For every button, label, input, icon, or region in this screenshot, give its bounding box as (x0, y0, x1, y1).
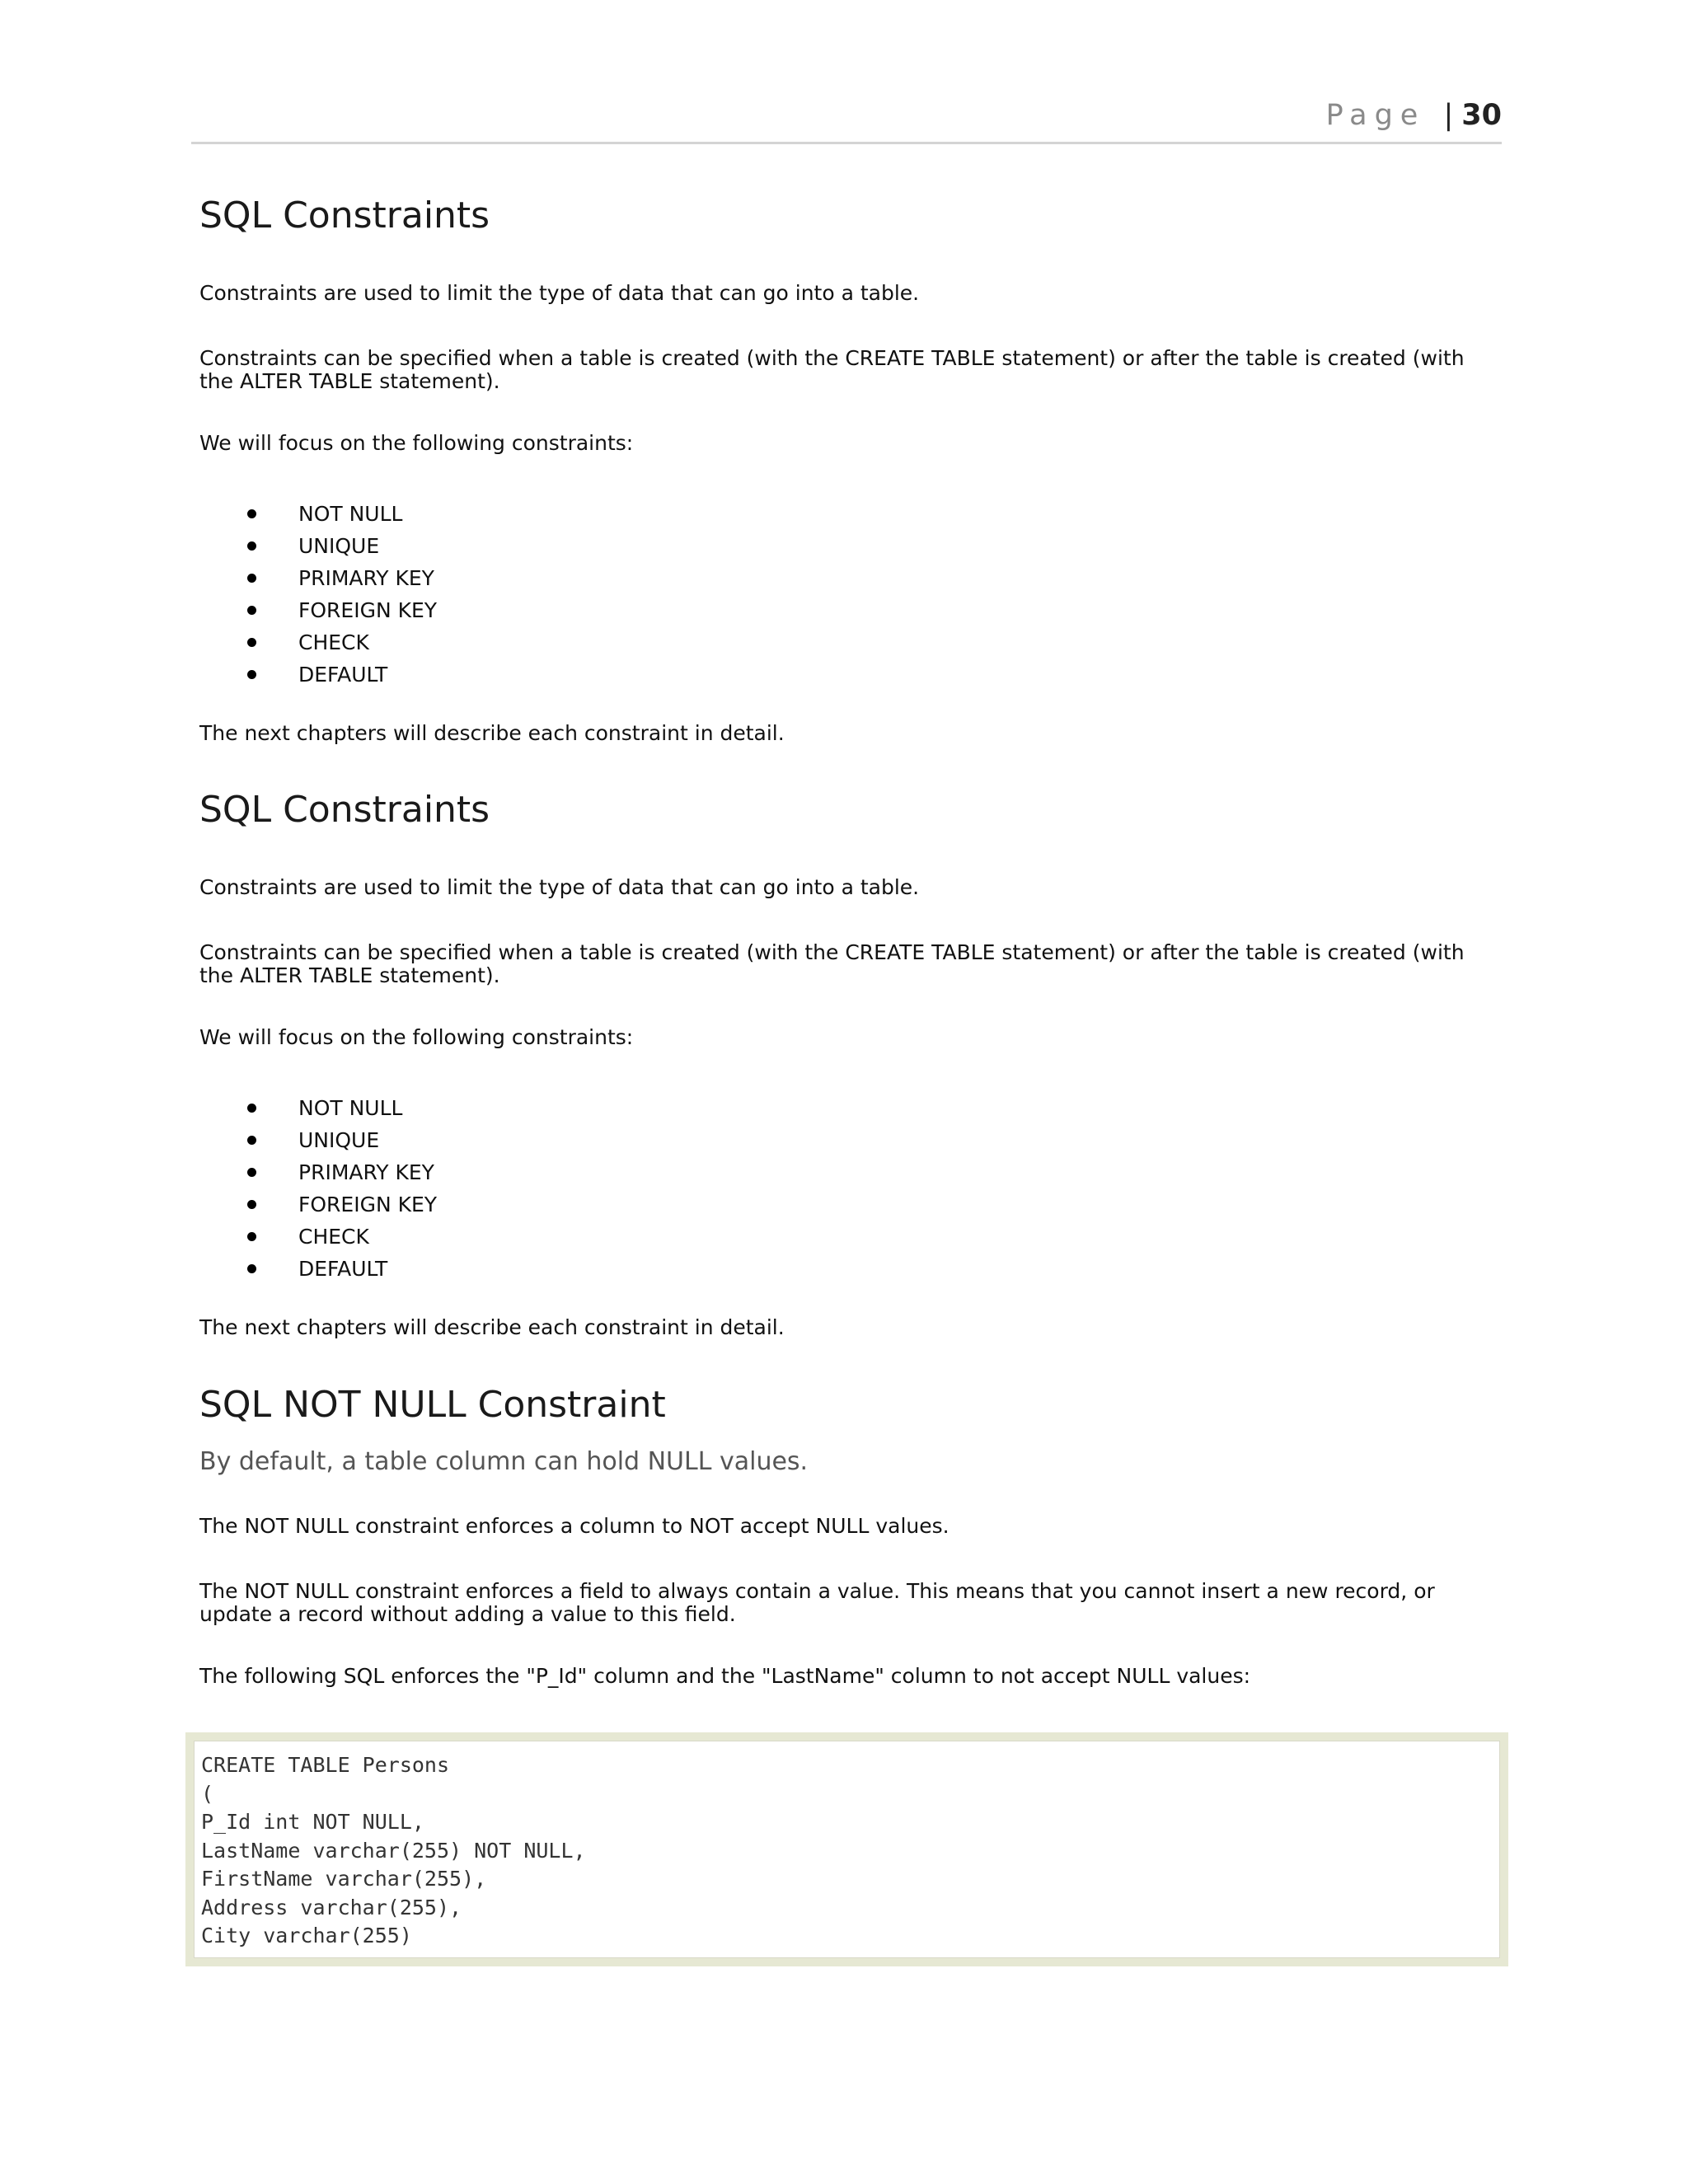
page-number-label (1326, 99, 1502, 132)
not-null-title: SQL NOT NULL Constraint (199, 1384, 666, 1426)
list-item (199, 1253, 437, 1285)
section-1-next: The next chapters will describe each constraint in detail. (199, 721, 785, 745)
bullet-icon (247, 1104, 256, 1113)
section-1-title: SQL Constraints (199, 194, 490, 237)
list-item (199, 1188, 437, 1221)
list-item (199, 562, 437, 594)
bullet-icon (247, 574, 256, 583)
list-item-label: PRIMARY KEY (298, 566, 434, 590)
code-line: ( (201, 1781, 214, 1806)
not-null-p2: The NOT NULL constraint enforces a field to always contain a value. This means that you cannot insert a new record, or update a record without adding a value to this field. (199, 1579, 1435, 1626)
not-null-p3: The following SQL enforces the "P_Id" column and the "LastName" column to not accept NULL values: (199, 1664, 1251, 1688)
list-item-label: DEFAULT (298, 1257, 388, 1281)
bullet-icon (247, 606, 256, 615)
list-item (199, 1092, 437, 1124)
list-item-label: NOT NULL (298, 1096, 403, 1120)
list-item (199, 530, 437, 562)
section-2-title: SQL Constraints (199, 789, 490, 831)
page-separator: | (1443, 99, 1454, 132)
section-1-focus: We will focus on the following constraints: (199, 431, 634, 455)
section-1-specified: Constraints can be specified when a table is created (with the CREATE TABLE statement) or after the table is created (with the ALTER TABLE statement). (199, 346, 1465, 393)
not-null-lead: By default, a table column can hold NULL values. (199, 1447, 809, 1476)
list-item-label: CHECK (298, 630, 369, 654)
section-2-specified: Constraints can be specified when a table is created (with the CREATE TABLE statement) or after the table is created (with the ALTER TABLE statement). (199, 940, 1465, 987)
page-header (191, 92, 1502, 144)
list-item-label: NOT NULL (298, 502, 403, 526)
code-line: FirstName varchar(255), (201, 1867, 487, 1891)
list-item (199, 1221, 437, 1253)
section-2-constraint-list (199, 1092, 437, 1285)
bullet-icon (247, 1264, 256, 1273)
list-item-label: FOREIGN KEY (298, 598, 438, 622)
list-item (199, 658, 437, 691)
bullet-icon (247, 1200, 256, 1209)
list-item-label: FOREIGN KEY (298, 1193, 438, 1216)
list-item (199, 1156, 437, 1188)
code-line: LastName varchar(255) NOT NULL, (201, 1838, 586, 1863)
list-item-label: UNIQUE (298, 534, 380, 558)
section-1-intro: Constraints are used to limit the type of data that can go into a table. (199, 281, 920, 305)
bullet-icon (247, 1136, 256, 1145)
bullet-icon (247, 638, 256, 647)
page-word: Page (1325, 99, 1426, 132)
list-item (199, 498, 437, 530)
bullet-icon (247, 1232, 256, 1241)
section-2-focus: We will focus on the following constraints: (199, 1025, 634, 1049)
section-2-next: The next chapters will describe each constraint in detail. (199, 1315, 785, 1339)
list-item (199, 626, 437, 658)
bullet-icon (247, 541, 256, 551)
code-line: City varchar(255) (201, 1924, 412, 1947)
list-item-label: UNIQUE (298, 1128, 380, 1152)
bullet-icon (247, 509, 256, 518)
list-item-label: DEFAULT (298, 663, 388, 687)
not-null-p1: The NOT NULL constraint enforces a column to NOT accept NULL values. (199, 1514, 950, 1538)
list-item-label: CHECK (298, 1225, 369, 1249)
bullet-icon (247, 1168, 256, 1177)
list-item-label: PRIMARY KEY (298, 1160, 434, 1184)
code-line: Address varchar(255), (201, 1895, 462, 1919)
code-line: CREATE TABLE Persons (201, 1753, 450, 1777)
section-2-intro: Constraints are used to limit the type of data that can go into a table. (199, 875, 920, 899)
code-line: P_Id int NOT NULL, (201, 1810, 424, 1834)
list-item (199, 594, 437, 626)
section-1-constraint-list (199, 498, 437, 691)
code-example-box (185, 1732, 1508, 1966)
page-number: 30 (1461, 99, 1502, 132)
list-item (199, 1124, 437, 1156)
bullet-icon (247, 670, 256, 679)
code-block (194, 1741, 1500, 1958)
